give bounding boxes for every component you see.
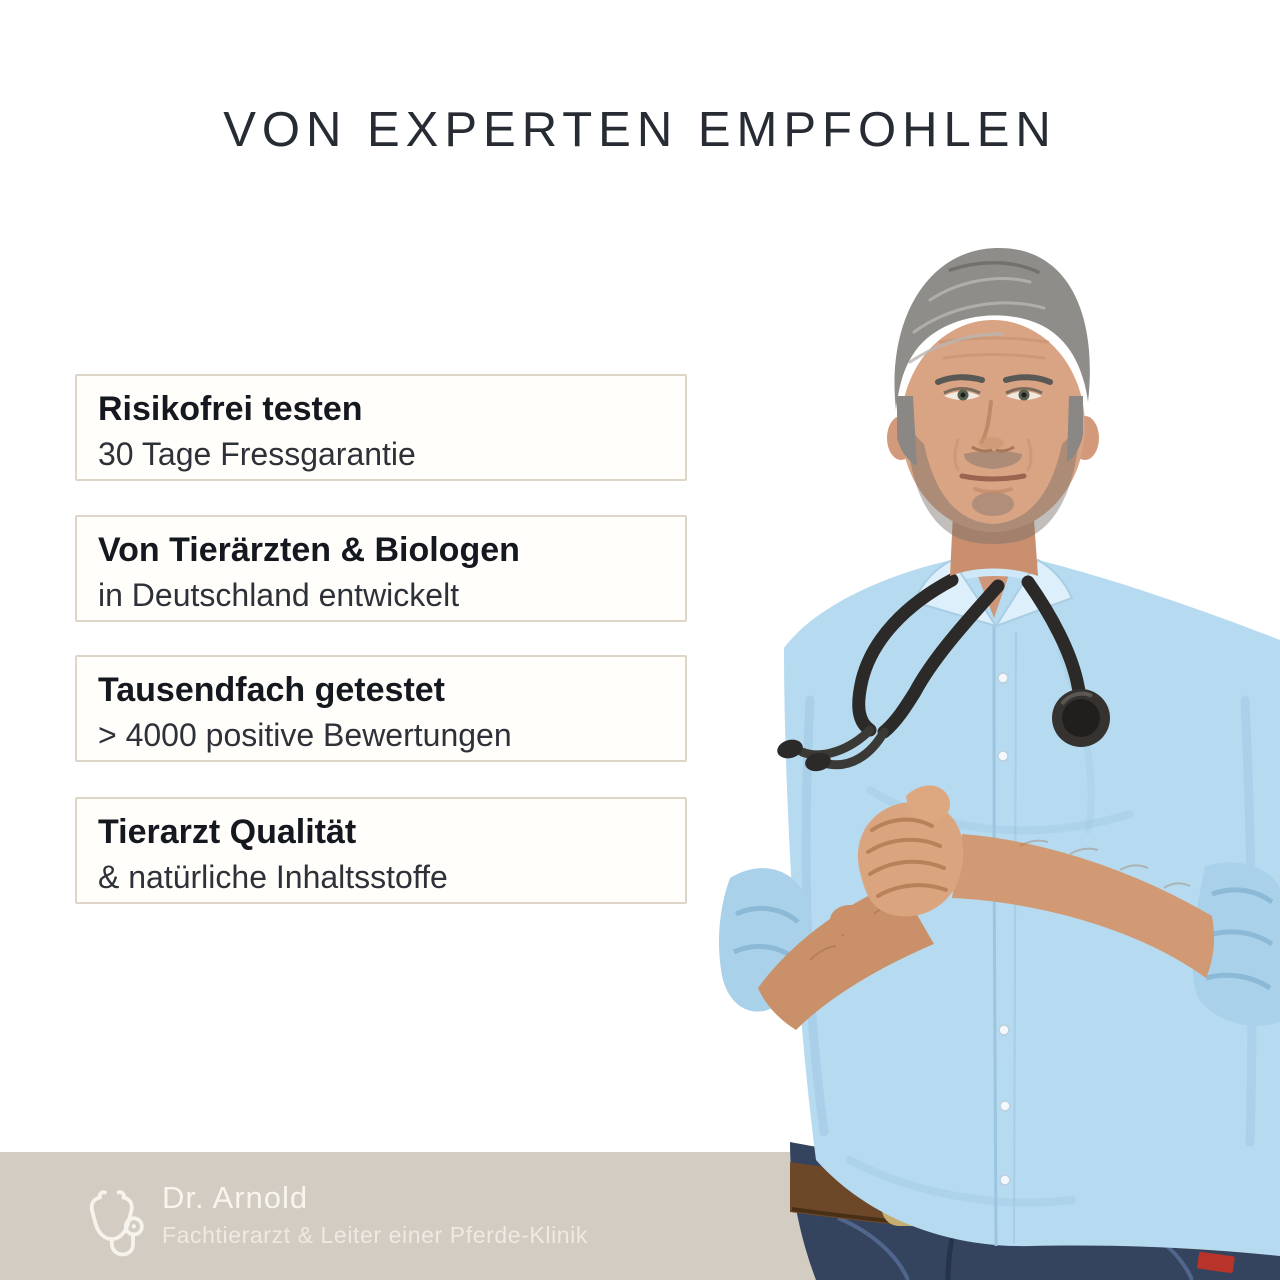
benefit-box-qualitaet [75,797,687,904]
benefit-heading: Tierarzt Qualität [98,813,357,851]
benefit-heading: Risikofrei testen [98,390,363,428]
benefit-box-risikofrei [75,374,687,481]
benefit-detail: > 4000 positive Bewertungen [98,717,512,753]
doctor-photo [700,230,1280,1280]
expert-role: Fachtierarzt & Leiter einer Pferde-Klinik [162,1222,588,1248]
benefit-detail: 30 Tage Fressgarantie [98,436,416,472]
benefit-heading: Tausendfach getestet [98,671,446,709]
expert-name: Dr. Arnold [162,1180,309,1215]
benefit-heading: Von Tierärzten & Biologen [98,531,520,569]
benefit-box-tieraerzte [75,515,687,622]
benefit-detail: in Deutschland entwickelt [98,577,460,613]
stethoscope-icon [82,1186,150,1260]
benefit-box-getestet [75,655,687,762]
benefit-detail: & natürliche Inhaltsstoffe [98,859,448,895]
page-title: VON EXPERTEN EMPFOHLEN [223,103,1057,157]
